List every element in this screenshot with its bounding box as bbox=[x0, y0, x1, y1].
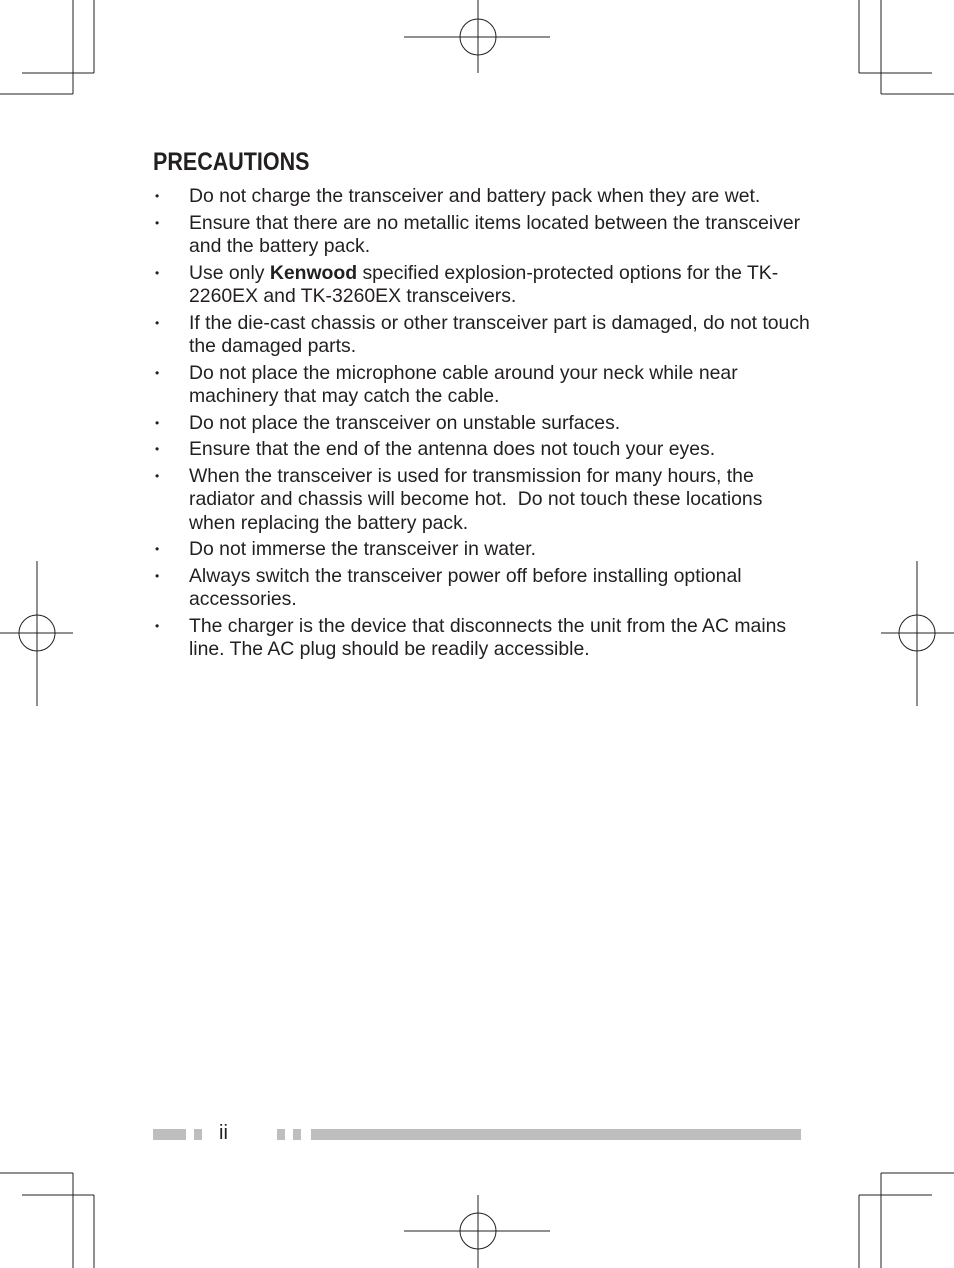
list-item bbox=[153, 185, 813, 209]
bullet-icon: • bbox=[155, 568, 160, 583]
list-item-text: When the transceiver is used for transmission for many hours, the radiator and chassis will become hot. Do not touch these locations when replacing the battery pack. bbox=[189, 464, 768, 534]
page-number: ii bbox=[219, 1122, 228, 1144]
page-footer bbox=[153, 1122, 801, 1144]
list-item bbox=[153, 538, 813, 562]
bullet-icon: • bbox=[155, 442, 160, 456]
list-item-text: Do not charge the transceiver and battery pack when they are wet. bbox=[189, 185, 761, 207]
list-item-text: Do not place the microphone cable around your neck while near machinery that may catch the cable. bbox=[189, 361, 738, 407]
bullet-icon: • bbox=[155, 189, 160, 203]
footer-bar-dot bbox=[293, 1129, 301, 1140]
list-item bbox=[153, 262, 813, 309]
list-item-text-pre: Use only bbox=[189, 261, 270, 284]
list-item bbox=[153, 465, 813, 536]
footer-bar-right bbox=[311, 1129, 801, 1140]
list-item bbox=[153, 565, 813, 612]
footer-bar-dot bbox=[194, 1129, 202, 1140]
list-item bbox=[153, 212, 813, 259]
list-item bbox=[153, 362, 813, 409]
list-item bbox=[153, 438, 813, 462]
list-item-text-post: specified explosion-protected options for the TK-2260EX and TK-3260EX transceivers. bbox=[189, 261, 779, 307]
bullet-icon: • bbox=[155, 265, 160, 280]
brand-name: Kenwood bbox=[269, 261, 358, 284]
precautions-list bbox=[153, 185, 813, 665]
list-item-text: If the die-cast chassis or other transceiver part is damaged, do not touch the damaged parts. bbox=[189, 311, 810, 357]
bullet-icon: • bbox=[155, 468, 160, 483]
list-item-text: Ensure that there are no metallic items located between the transceiver and the battery pack. bbox=[189, 211, 801, 257]
bullet-icon: • bbox=[155, 365, 160, 380]
list-item-text: Do not place the transceiver on unstable surfaces. bbox=[189, 411, 621, 434]
bullet-icon: • bbox=[155, 618, 160, 633]
bullet-icon: • bbox=[155, 415, 160, 430]
list-item-text: The charger is the device that disconnects the unit from the AC mains line. The AC plug should be readily accessible. bbox=[189, 614, 787, 660]
list-item-text: Do not immerse the transceiver in water. bbox=[189, 538, 537, 560]
list-item bbox=[153, 615, 813, 662]
footer-bar-dot bbox=[277, 1129, 285, 1140]
list-item bbox=[153, 412, 813, 436]
bullet-icon: • bbox=[155, 315, 160, 330]
list-item-text: Always switch the transceiver power off before installing optional accessories. bbox=[189, 564, 742, 610]
bullet-icon: • bbox=[155, 542, 160, 556]
footer-bar-left bbox=[153, 1129, 186, 1140]
bullet-icon: • bbox=[155, 215, 160, 230]
section-title: PRECAUTIONS bbox=[153, 148, 310, 176]
list-item bbox=[153, 312, 813, 359]
list-item-text: Ensure that the end of the antenna does not touch your eyes. bbox=[189, 438, 716, 460]
